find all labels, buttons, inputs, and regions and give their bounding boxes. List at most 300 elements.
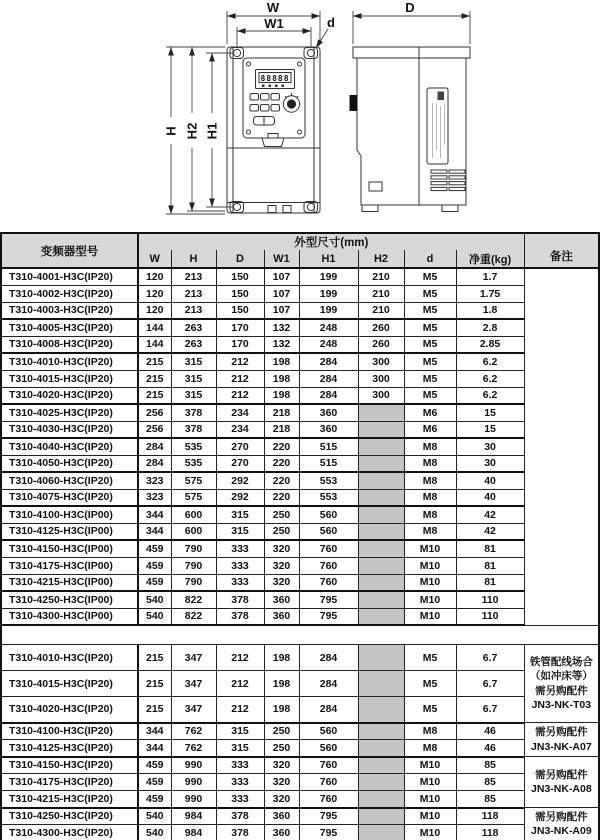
cell-H2 [358,540,404,557]
cell-W: 215 [138,645,171,671]
cell-H2 [358,557,404,574]
table-row [1,472,599,489]
cell-H2 [358,791,404,808]
cell-d: M8 [404,506,456,523]
cell-model: T310-4005-H3C(IP20) [1,319,138,336]
remark-line: 需另购配件 [535,684,588,697]
cell-W: 215 [138,353,171,370]
table-row [1,404,599,421]
cell-model: T310-4300-H3C(IP20) [1,825,138,840]
side-view [350,47,471,212]
cell-W: 344 [138,523,171,540]
side-small-label [369,182,382,191]
cell-W1: 250 [264,740,299,757]
table-row [1,302,599,319]
cell-H2 [358,574,404,591]
cell-H2 [358,723,404,740]
cell-W: 344 [138,740,171,757]
cell-D: 234 [216,421,264,438]
cell-kg: 6.2 [456,370,524,387]
cell-W1: 107 [264,285,299,302]
cell-H1: 553 [299,489,358,506]
cell-D: 333 [216,791,264,808]
cell-D: 170 [216,319,264,336]
cell-W1: 198 [264,697,299,723]
table-row [1,671,599,697]
cell-kg: 40 [456,472,524,489]
cell-kg: 81 [456,540,524,557]
cell-kg: 85 [456,757,524,774]
table-row [1,757,599,774]
cell-H2 [358,774,404,791]
table-row [1,825,599,840]
cell-H2 [358,671,404,697]
dim-label-H: H [163,126,179,136]
cell-kg: 85 [456,774,524,791]
foot [362,205,378,212]
cell-kg: 15 [456,421,524,438]
cell-H2 [358,404,404,421]
cell-W: 323 [138,489,171,506]
keypad-button [261,105,270,112]
dim-label-W1: W1 [264,16,284,31]
cell-H1: 515 [299,455,358,472]
cell-H1: 760 [299,574,358,591]
table-row [1,723,599,740]
cell-W1: 250 [264,723,299,740]
cell-D: 292 [216,472,264,489]
cell-d: M8 [404,489,456,506]
cell-d: M5 [404,336,456,353]
table-row [1,353,599,370]
cell-W1: 198 [264,353,299,370]
cell-H1: 360 [299,421,358,438]
cell-H1: 199 [299,302,358,319]
cell-model: T310-4300-H3C(IP00) [1,608,138,625]
cell-remark [524,757,599,808]
table-row [1,774,599,791]
dim-label-W: W [266,0,280,15]
header-model: 变频器型号 [1,233,138,268]
cell-W1: 320 [264,540,299,557]
cell-kg: 118 [456,808,524,825]
cell-H: 378 [171,404,216,421]
cell-H2 [358,645,404,671]
cell-model: T310-4125-H3C(IP00) [1,523,138,540]
remark-line: 需另购配件 [535,811,588,824]
cell-H: 822 [171,608,216,625]
cell-H1: 284 [299,645,358,671]
cell-W: 459 [138,557,171,574]
remark-line: 铁管配线场合 [529,656,593,669]
header-col-H: H [171,250,216,268]
cell-H: 213 [171,285,216,302]
cell-d: M6 [404,421,456,438]
table-row [1,645,599,671]
cell-model: T310-4250-H3C(IP20) [1,808,138,825]
cell-d: M10 [404,757,456,774]
cell-W: 284 [138,438,171,455]
cell-H2 [358,421,404,438]
cell-kg: 1.75 [456,285,524,302]
cell-H2 [358,438,404,455]
cell-H2: 210 [358,285,404,302]
cell-kg: 46 [456,740,524,757]
cell-model: T310-4030-H3C(IP20) [1,421,138,438]
cell-d: M10 [404,608,456,625]
table-row [1,523,599,540]
cell-H: 762 [171,740,216,757]
separator-cell [1,625,599,645]
header-col-d: d [404,250,456,268]
cell-W1: 107 [264,268,299,285]
table-row [1,336,599,353]
cell-D: 333 [216,774,264,791]
cell-W: 540 [138,608,171,625]
cell-d: M6 [404,404,456,421]
cell-H2 [358,740,404,757]
cell-model: T310-4150-H3C(IP20) [1,757,138,774]
cell-d: M8 [404,438,456,455]
cell-W1: 360 [264,825,299,840]
latch [268,134,278,139]
cell-model: T310-4010-H3C(IP20) [1,645,138,671]
cell-D: 150 [216,302,264,319]
cell-H2 [358,506,404,523]
table-row [1,740,599,757]
cell-D: 292 [216,489,264,506]
cell-d: M8 [404,723,456,740]
cell-H: 990 [171,774,216,791]
table-row [1,285,599,302]
cell-d: M10 [404,791,456,808]
cell-H1: 560 [299,740,358,757]
cell-model: T310-4215-H3C(IP20) [1,791,138,808]
cell-model: T310-4175-H3C(IP00) [1,557,138,574]
cell-W: 256 [138,404,171,421]
cell-D: 150 [216,285,264,302]
cell-model: T310-4001-H3C(IP20) [1,268,138,285]
cell-D: 333 [216,540,264,557]
header-col-H2: H2 [358,250,404,268]
cell-H: 213 [171,268,216,285]
cell-model: T310-4100-H3C(IP20) [1,723,138,740]
dim-label-d: d [327,15,335,30]
cell-W: 344 [138,506,171,523]
table-row [1,421,599,438]
keypad-button [250,94,259,101]
cell-d: M10 [404,808,456,825]
cell-H2 [358,825,404,840]
cell-W1: 220 [264,472,299,489]
cell-H2: 260 [358,319,404,336]
cell-kg: 110 [456,591,524,608]
cell-kg: 30 [456,438,524,455]
separator-row [1,625,599,645]
cell-W1: 220 [264,438,299,455]
table-row [1,506,599,523]
cell-H: 790 [171,540,216,557]
cell-W1: 132 [264,319,299,336]
cell-W: 540 [138,591,171,608]
bottom-notch [283,206,291,213]
header-col-H1: H1 [299,250,358,268]
dim-label-D: D [405,0,415,15]
table-row [1,697,599,723]
cell-model: T310-4010-H3C(IP20) [1,353,138,370]
cell-H2 [358,455,404,472]
cell-W1: 132 [264,336,299,353]
cell-W: 215 [138,671,171,697]
cell-D: 378 [216,608,264,625]
cell-H: 575 [171,472,216,489]
table-row [1,438,599,455]
cell-kg: 6.7 [456,671,524,697]
cell-H1: 560 [299,523,358,540]
cell-D: 378 [216,825,264,840]
cell-d: M8 [404,740,456,757]
cell-model: T310-4020-H3C(IP20) [1,387,138,404]
cell-H2: 260 [358,336,404,353]
dim-label-H1: H1 [204,122,220,140]
cell-d: M5 [404,645,456,671]
cell-W: 459 [138,574,171,591]
cell-kg: 6.2 [456,353,524,370]
table-row [1,455,599,472]
front-dimensions [163,11,328,214]
cell-H1: 795 [299,608,358,625]
keypad-button [271,94,280,101]
table-section-1 [1,268,599,625]
cell-kg: 2.8 [456,319,524,336]
cell-d: M10 [404,825,456,840]
cell-model: T310-4008-H3C(IP20) [1,336,138,353]
table-row [1,370,599,387]
table-row [1,489,599,506]
cell-D: 315 [216,506,264,523]
cell-W1: 360 [264,808,299,825]
cell-W: 540 [138,825,171,840]
cell-H: 990 [171,757,216,774]
cell-H1: 284 [299,671,358,697]
keypad-panel [243,58,305,138]
cell-W: 120 [138,302,171,319]
cell-D: 333 [216,557,264,574]
cell-kg: 110 [456,608,524,625]
cell-kg: 6.2 [456,387,524,404]
cell-kg: 40 [456,489,524,506]
cell-model: T310-4050-H3C(IP20) [1,455,138,472]
cell-remark [524,645,599,723]
cell-H: 315 [171,387,216,404]
cell-model: T310-4002-H3C(IP20) [1,285,138,302]
cell-kg: 85 [456,791,524,808]
mount-hole [233,203,240,210]
cell-D: 212 [216,645,264,671]
cell-H2 [358,489,404,506]
outline-drawing [0,0,600,232]
cell-d: M10 [404,574,456,591]
cell-H1: 248 [299,319,358,336]
cell-kg: 6.7 [456,645,524,671]
cell-H: 600 [171,523,216,540]
cell-D: 333 [216,574,264,591]
remark-line: 需另购配件 [535,726,588,739]
cell-H1: 760 [299,540,358,557]
cell-W: 459 [138,540,171,557]
cell-H: 315 [171,370,216,387]
cell-H2 [358,697,404,723]
cell-D: 212 [216,671,264,697]
dimension-diagram [0,0,600,232]
cell-H2: 300 [358,387,404,404]
cell-remark [524,723,599,757]
cell-d: M10 [404,774,456,791]
cell-H2 [358,757,404,774]
cell-H: 263 [171,336,216,353]
cell-H1: 760 [299,557,358,574]
dimensions-table [0,232,600,840]
header-col-D: D [216,250,264,268]
cell-model: T310-4025-H3C(IP20) [1,404,138,421]
cell-W1: 198 [264,645,299,671]
cell-D: 270 [216,438,264,455]
cell-kg: 2.85 [456,336,524,353]
cell-H1: 199 [299,285,358,302]
cell-H: 790 [171,574,216,591]
cell-model: T310-4003-H3C(IP20) [1,302,138,319]
cell-W: 323 [138,472,171,489]
cell-W: 120 [138,268,171,285]
cell-W: 459 [138,774,171,791]
cell-H1: 560 [299,506,358,523]
cell-kg: 81 [456,557,524,574]
remark-line: JN3-NK-A07 [531,740,592,753]
cell-model: T310-4075-H3C(IP20) [1,489,138,506]
cell-kg: 30 [456,455,524,472]
cell-D: 150 [216,268,264,285]
header-dims-group: 外型尺寸(mm) [138,233,524,250]
cell-W1: 198 [264,671,299,697]
mount-hole [233,49,240,56]
cell-H2: 210 [358,302,404,319]
cell-H2 [358,608,404,625]
cell-H1: 795 [299,825,358,840]
cell-H: 315 [171,353,216,370]
cell-d: M5 [404,268,456,285]
front-view [227,47,320,213]
bottom-notch [268,206,276,213]
cell-kg: 6.7 [456,697,524,723]
cell-d: M5 [404,370,456,387]
cell-d: M10 [404,557,456,574]
cell-d: M10 [404,591,456,608]
cell-H: 762 [171,723,216,740]
cell-D: 212 [216,353,264,370]
foot [442,205,458,212]
cell-W1: 360 [264,591,299,608]
cell-W: 144 [138,319,171,336]
table-header [1,233,599,268]
cell-D: 212 [216,387,264,404]
cell-H1: 795 [299,808,358,825]
cell-H2: 300 [358,370,404,387]
cell-H: 990 [171,791,216,808]
cell-model: T310-4125-H3C(IP20) [1,740,138,757]
keypad-button [271,105,280,112]
cell-H: 600 [171,506,216,523]
cell-H: 535 [171,438,216,455]
table-row [1,591,599,608]
cell-H1: 760 [299,791,358,808]
cell-W: 215 [138,697,171,723]
cell-H1: 515 [299,438,358,455]
cell-H2: 300 [358,353,404,370]
remark-line: （如冲床等） [529,670,593,683]
cell-H1: 199 [299,268,358,285]
cell-H: 984 [171,808,216,825]
cell-H: 263 [171,319,216,336]
cell-kg: 1.7 [456,268,524,285]
cell-W1: 198 [264,387,299,404]
cell-D: 315 [216,523,264,540]
cell-W1: 218 [264,421,299,438]
cell-W1: 320 [264,557,299,574]
cell-H2 [358,808,404,825]
latch-tab [262,138,284,147]
cell-H1: 284 [299,697,358,723]
keypad-button [261,94,270,101]
cell-W1: 107 [264,302,299,319]
cell-model: T310-4020-H3C(IP20) [1,697,138,723]
cell-d: M10 [404,540,456,557]
cell-D: 378 [216,591,264,608]
cell-W1: 250 [264,506,299,523]
cell-W1: 320 [264,791,299,808]
cell-W: 215 [138,387,171,404]
cell-D: 315 [216,740,264,757]
cell-kg: 46 [456,723,524,740]
cell-remark-empty [524,268,599,625]
cell-kg: 15 [456,404,524,421]
cell-kg: 42 [456,523,524,540]
cell-H: 347 [171,671,216,697]
table-row [1,540,599,557]
cell-D: 212 [216,697,264,723]
cell-H: 575 [171,489,216,506]
remark-line: JN3-NK-A09 [531,825,592,838]
cell-H1: 760 [299,774,358,791]
cell-d: M5 [404,671,456,697]
cell-kg: 81 [456,574,524,591]
cell-D: 212 [216,370,264,387]
cell-model: T310-4175-H3C(IP20) [1,774,138,791]
cell-H1: 560 [299,723,358,740]
header-col-W: W [138,250,171,268]
cell-H1: 360 [299,404,358,421]
cell-d: M8 [404,523,456,540]
cell-model: T310-4150-H3C(IP00) [1,540,138,557]
cell-kg: 1.8 [456,302,524,319]
cell-W: 120 [138,285,171,302]
cell-D: 333 [216,757,264,774]
cell-model: T310-4250-H3C(IP00) [1,591,138,608]
table-row [1,319,599,336]
cell-H1: 284 [299,370,358,387]
cell-W1: 220 [264,455,299,472]
cell-D: 378 [216,808,264,825]
header-col-kg: 净重(kg) [456,250,524,268]
